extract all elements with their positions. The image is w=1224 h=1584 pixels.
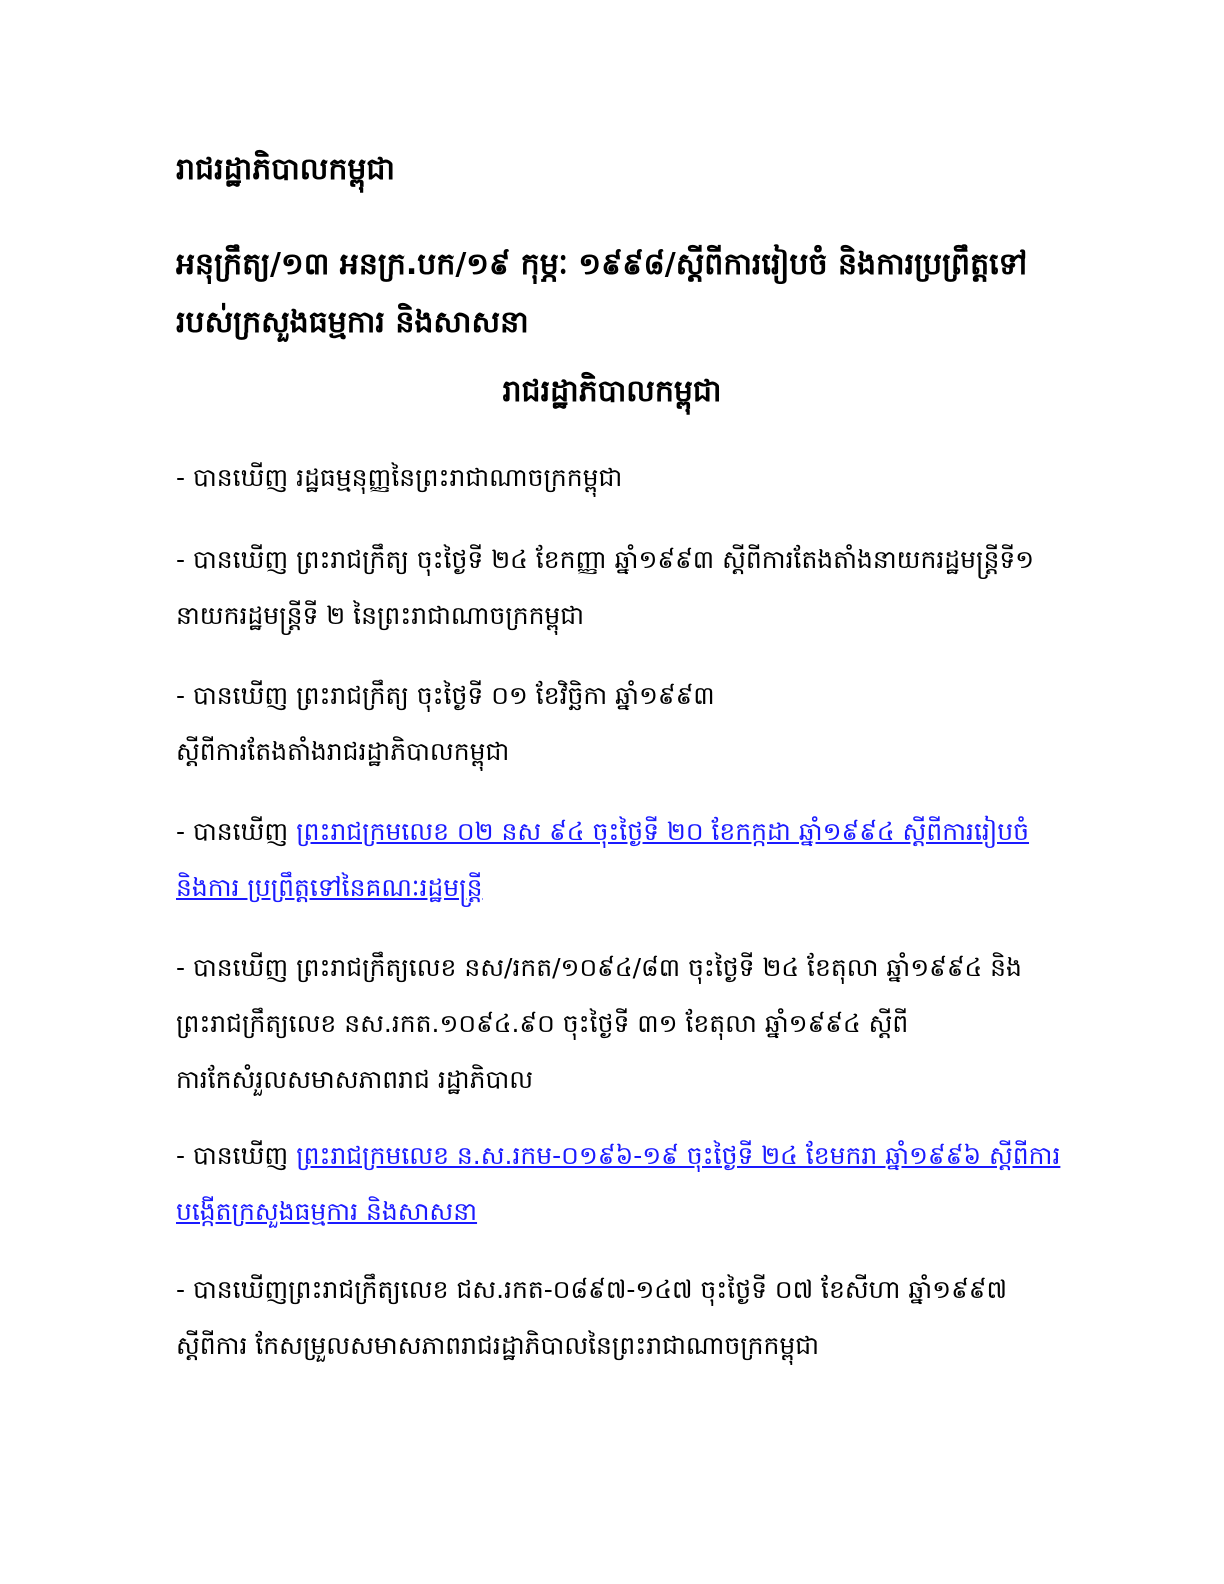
paragraph-line: - បានឃើញ ព្រះរាជក្រឹត្យ ចុះថ្ងៃទី ០១ ខែវិច្ឆិកា ឆ្នាំ១៩៩៣ [176,681,715,710]
paragraph-royal-decree-government [176,668,1056,780]
decree-title [176,236,1056,352]
decree-title-line-2: របស់ក្រសួងធម្មការ និងសាសនា [176,305,529,340]
royal-code-link[interactable]: ព្រះរាជក្រមលេខ ០២ នស ៩៤ ចុះថ្ងៃទី ២០ ខែកក្កដា ឆ្នាំ១៩៩៤ ស្តីពីការរៀបចំ [296,817,1030,846]
decree-title-line-1: អនុក្រឹត្យ/១៣ អនក្រ.បក/១៩ កុម្ភៈ ១៩៩៨/ស្តីពីការរៀបចំ និងការប្រព្រឹត្តទៅ [176,247,1028,282]
paragraph-royal-decree-prime-ministers [176,532,1056,644]
paragraph-prefix: - បានឃើញ [176,817,297,846]
paragraph-prefix: - បានឃើញ [176,1141,297,1170]
center-heading: រាជរដ្ឋាភិបាលកម្ពុជា [502,374,722,409]
paragraph-line: ស្តីពីការតែងតាំងរាជរដ្ឋាភិបាលកម្ពុជា [176,737,510,766]
paragraph-line: នាយករដ្ឋមន្ត្រីទី ២ នៃព្រះរាជាណាចក្រកម្ពុជា [176,601,585,630]
ministry-creation-link[interactable]: ព្រះរាជក្រមលេខ ន.ស.រកម-០១៩៦-១៩ ចុះថ្ងៃទី ២៤ ខែមករា ឆ្នាំ១៩៩៦ ស្តីពីការ [296,1141,1061,1170]
paragraph-royal-decree-1997 [176,1262,1056,1374]
paragraph-line [176,1184,1056,1240]
paragraph-line: - បានឃើញ ព្រះរាជក្រឹត្យលេខ នស/រកត/១០៩៤/៨៣ ចុះថ្ងៃទី ២៤ ខែតុលា ឆ្នាំ១៩៩៤ និង [176,953,1022,982]
royal-code-link-continued[interactable]: និងការ ប្រព្រឹត្តទៅនៃគណៈរដ្ឋមន្ត្រី [176,873,483,902]
paragraph-line: - បានឃើញព្រះរាជក្រឹត្យលេខ ជស.រកត-០៨៩៧-១៤៧ ចុះថ្ងៃទី ០៧ ខែសីហា ឆ្នាំ១៩៩៧ [176,1275,1007,1304]
paragraph-line [176,804,1056,860]
paragraph-line: - បានឃើញ ព្រះរាជក្រឹត្យ ចុះថ្ងៃទី ២៤ ខែកញ្ញា ឆ្នាំ១៩៩៣ ស្តីពីការតែងតាំងនាយករដ្ឋមន្ត្រីទី១ [176,545,1035,574]
paragraph-constitution [176,450,1056,506]
paragraph-line: - បានឃើញ រដ្ឋធម្មនុញ្ញនៃព្រះរាជាណាចក្រកម្ពុជា [176,463,623,492]
paragraph-line [176,860,1056,916]
paragraph-royal-code-council [176,804,1056,916]
ministry-creation-link-continued[interactable]: បង្កើតក្រសួងធម្មការ និងសាសនា [176,1197,478,1226]
paragraph-line: ការកែសំរួលសមាសភាពរាជ រដ្ឋាភិបាល [176,1065,534,1094]
paragraph-line: ព្រះរាជក្រឹត្យលេខ នស.រកត.១០៩៤.៩០ ចុះថ្ងៃទី ៣១ ខែតុលា ឆ្នាំ១៩៩៤ ស្តីពី [176,1009,909,1038]
paragraph-line: ស្តីពីការ កែសម្រួលសមាសភាពរាជរដ្ឋាភិបាលនៃព្រះរាជាណាចក្រកម្ពុជា [176,1331,820,1360]
paragraph-line [176,1128,1061,1184]
government-header: រាជរដ្ឋាភិបាលកម្ពុជា [176,152,395,187]
paragraph-royal-code-ministry [176,1128,1061,1240]
paragraph-royal-decree-modification [176,940,1056,1108]
